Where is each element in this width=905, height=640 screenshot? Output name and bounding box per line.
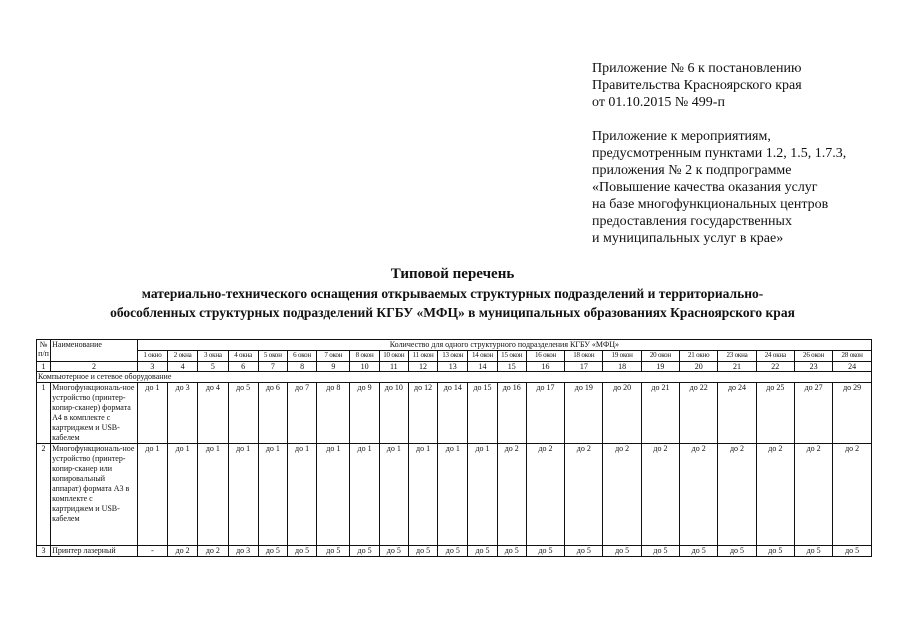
header-window-count: 19 окон [603,351,641,362]
row-quantity-cell: до 4 [198,383,228,444]
appendix-header-line: от 01.10.2015 № 499-п [592,95,725,110]
row-quantity-cell: до 2 [641,444,679,546]
row-quantity-cell: до 8 [317,383,350,444]
header-window-count: 3 окна [198,351,228,362]
row-quantity-cell: до 5 [641,546,679,557]
row-quantity-cell: до 1 [137,383,167,444]
row-quantity-cell: до 5 [833,546,872,557]
header-window-count: 18 окон [565,351,603,362]
appendix-measures-line: приложения № 2 к подпрограмме [592,163,792,178]
row-quantity-cell: до 1 [287,444,316,546]
row-quantity-cell: до 1 [137,444,167,546]
row-quantity-cell: до 6 [258,383,287,444]
row-quantity-cell: до 1 [350,444,379,546]
row-quantity-cell: до 5 [228,383,258,444]
row-item-name: Принтер лазерный [51,546,138,557]
header-window-count: 28 окон [833,351,872,362]
row-quantity-cell: до 2 [497,444,526,546]
column-number: 16 [526,362,564,372]
column-number: 4 [168,362,198,372]
header-quantity: Количество для одного структурного подразделения КГБУ «МФЦ» [137,340,871,351]
column-number: 8 [287,362,316,372]
column-number: 21 [718,362,756,372]
row-quantity-cell: до 1 [168,444,198,546]
appendix-measures-line: предусмотренным пунктами 1.2, 1.5, 1.7.3, [592,146,847,161]
header-window-count: 15 окон [497,351,526,362]
row-quantity-cell: до 2 [718,444,756,546]
row-quantity-cell: до 2 [833,444,872,546]
column-number: 23 [794,362,832,372]
row-quantity-cell: до 2 [794,444,832,546]
row-quantity-cell: до 5 [258,546,287,557]
header-window-count: 21 окно [680,351,718,362]
header-window-count: 2 окна [168,351,198,362]
header-window-count: 4 окна [228,351,258,362]
table-row [37,444,872,546]
appendix-measures-line: «Повышение качества оказания услуг [592,180,818,195]
row-quantity-cell: до 2 [680,444,718,546]
column-number: 20 [680,362,718,372]
row-quantity-cell: до 5 [526,546,564,557]
row-quantity-cell: до 1 [379,444,408,546]
row-quantity-cell: до 16 [497,383,526,444]
column-number: 13 [438,362,468,372]
row-quantity-cell: до 17 [526,383,564,444]
header-window-count: 20 окон [641,351,679,362]
column-number: 9 [317,362,350,372]
row-quantity-cell: до 24 [718,383,756,444]
row-quantity-cell: до 19 [565,383,603,444]
row-quantity-cell: до 5 [468,546,497,557]
row-quantity-cell: до 5 [603,546,641,557]
column-number: 24 [833,362,872,372]
appendix-header-line: Правительства Красноярского края [592,78,802,93]
row-quantity-cell: до 5 [287,546,316,557]
header-window-count: 23 окна [718,351,756,362]
header-window-count: 1 окно [137,351,167,362]
column-number: 14 [468,362,497,372]
header-window-count: 5 окон [258,351,287,362]
row-number: 3 [37,546,51,557]
appendix-measures-line: Приложение к мероприятиям, [592,129,771,144]
row-quantity-cell: до 1 [317,444,350,546]
column-number: 12 [408,362,437,372]
header-window-count: 7 окон [317,351,350,362]
row-quantity-cell: до 5 [756,546,794,557]
row-quantity-cell: до 5 [408,546,437,557]
column-number: 10 [350,362,379,372]
row-quantity-cell: до 9 [350,383,379,444]
column-number: 17 [565,362,603,372]
row-quantity-cell: до 5 [350,546,379,557]
row-quantity-cell: до 22 [680,383,718,444]
column-number: 19 [641,362,679,372]
appendix-measures-line: на базе многофункциональных центров [592,197,829,212]
row-quantity-cell: до 1 [408,444,437,546]
document-subtitle-line-1: материально-технического оснащения открываемых структурных подразделений и территориально- [141,286,764,301]
column-number: 1 [37,362,51,372]
row-quantity-cell: до 2 [565,444,603,546]
row-quantity-cell: до 5 [565,546,603,557]
row-quantity-cell: до 15 [468,383,497,444]
row-quantity-cell: до 1 [198,444,228,546]
row-quantity-cell: до 2 [603,444,641,546]
column-number: 5 [198,362,228,372]
row-quantity-cell: до 12 [408,383,437,444]
column-number: 3 [137,362,167,372]
row-quantity-cell: до 14 [438,383,468,444]
document-subtitle-line-2: обособленных структурных подразделений КГБУ «МФЦ» в муниципальных образованиях Красноярского края [110,305,795,320]
column-number: 18 [603,362,641,372]
row-quantity-cell: до 2 [526,444,564,546]
row-quantity-cell: до 1 [438,444,468,546]
row-quantity-cell: до 21 [641,383,679,444]
appendix-measures-line: предоставления государственных [592,214,792,229]
row-quantity-cell: до 1 [258,444,287,546]
row-quantity-cell: до 5 [379,546,408,557]
row-quantity-cell: до 1 [228,444,258,546]
row-quantity-cell: до 20 [603,383,641,444]
header-window-count: 26 окон [794,351,832,362]
row-number: 2 [37,444,51,546]
row-item-name: Многофункциональ-ное устройство (принтер-копир-сканер) формата А4 в комплекте с картриджем и USB-кабелем [51,383,138,444]
appendix-measures-line: и муниципальных услуг в крае» [592,231,784,246]
column-number: 22 [756,362,794,372]
header-window-count: 6 окон [287,351,316,362]
section-computer-network: Компьютерное и сетевое оборудование [37,372,872,383]
row-quantity-cell: до 3 [228,546,258,557]
header-no: № п/п [37,340,51,362]
row-quantity-cell: до 29 [833,383,872,444]
row-quantity-cell: до 2 [198,546,228,557]
row-quantity-cell: до 2 [168,546,198,557]
row-quantity-cell: до 5 [497,546,526,557]
appendix-measures [592,128,846,247]
row-quantity-cell: до 2 [756,444,794,546]
table-row [37,383,872,444]
row-quantity-cell: до 25 [756,383,794,444]
appendix-header-line: Приложение № 6 к постановлению [592,61,802,76]
column-number: 11 [379,362,408,372]
row-quantity-cell: до 1 [468,444,497,546]
equipment-table [36,339,872,557]
appendix-header [592,60,802,111]
document-title-block [0,264,905,322]
table-row [37,546,872,557]
header-window-count: 11 окон [408,351,437,362]
header-window-count: 16 окон [526,351,564,362]
header-window-count: 8 окон [350,351,379,362]
row-item-name: Многофункциональ-ное устройство (принтер-копир-сканер или копировальный аппарат) формата А3 в комплекте с картриджем и USB-кабелем [51,444,138,546]
row-quantity-cell: до 5 [794,546,832,557]
column-number: 7 [258,362,287,372]
header-window-count: 10 окон [379,351,408,362]
row-quantity-cell: до 5 [317,546,350,557]
row-quantity-cell: до 3 [168,383,198,444]
header-window-count: 14 окон [468,351,497,362]
row-quantity-cell: до 5 [680,546,718,557]
row-number: 1 [37,383,51,444]
column-number: 15 [497,362,526,372]
document-title: Типовой перечень [390,266,515,282]
row-quantity-cell: до 5 [718,546,756,557]
header-name: Наименование [51,340,138,362]
row-quantity-cell: до 5 [438,546,468,557]
column-number: 2 [51,362,138,372]
row-quantity-cell: до 10 [379,383,408,444]
header-window-count: 13 окон [438,351,468,362]
row-quantity-cell: до 7 [287,383,316,444]
column-number: 6 [228,362,258,372]
row-quantity-cell: до 27 [794,383,832,444]
row-quantity-cell: - [137,546,167,557]
header-window-count: 24 окна [756,351,794,362]
